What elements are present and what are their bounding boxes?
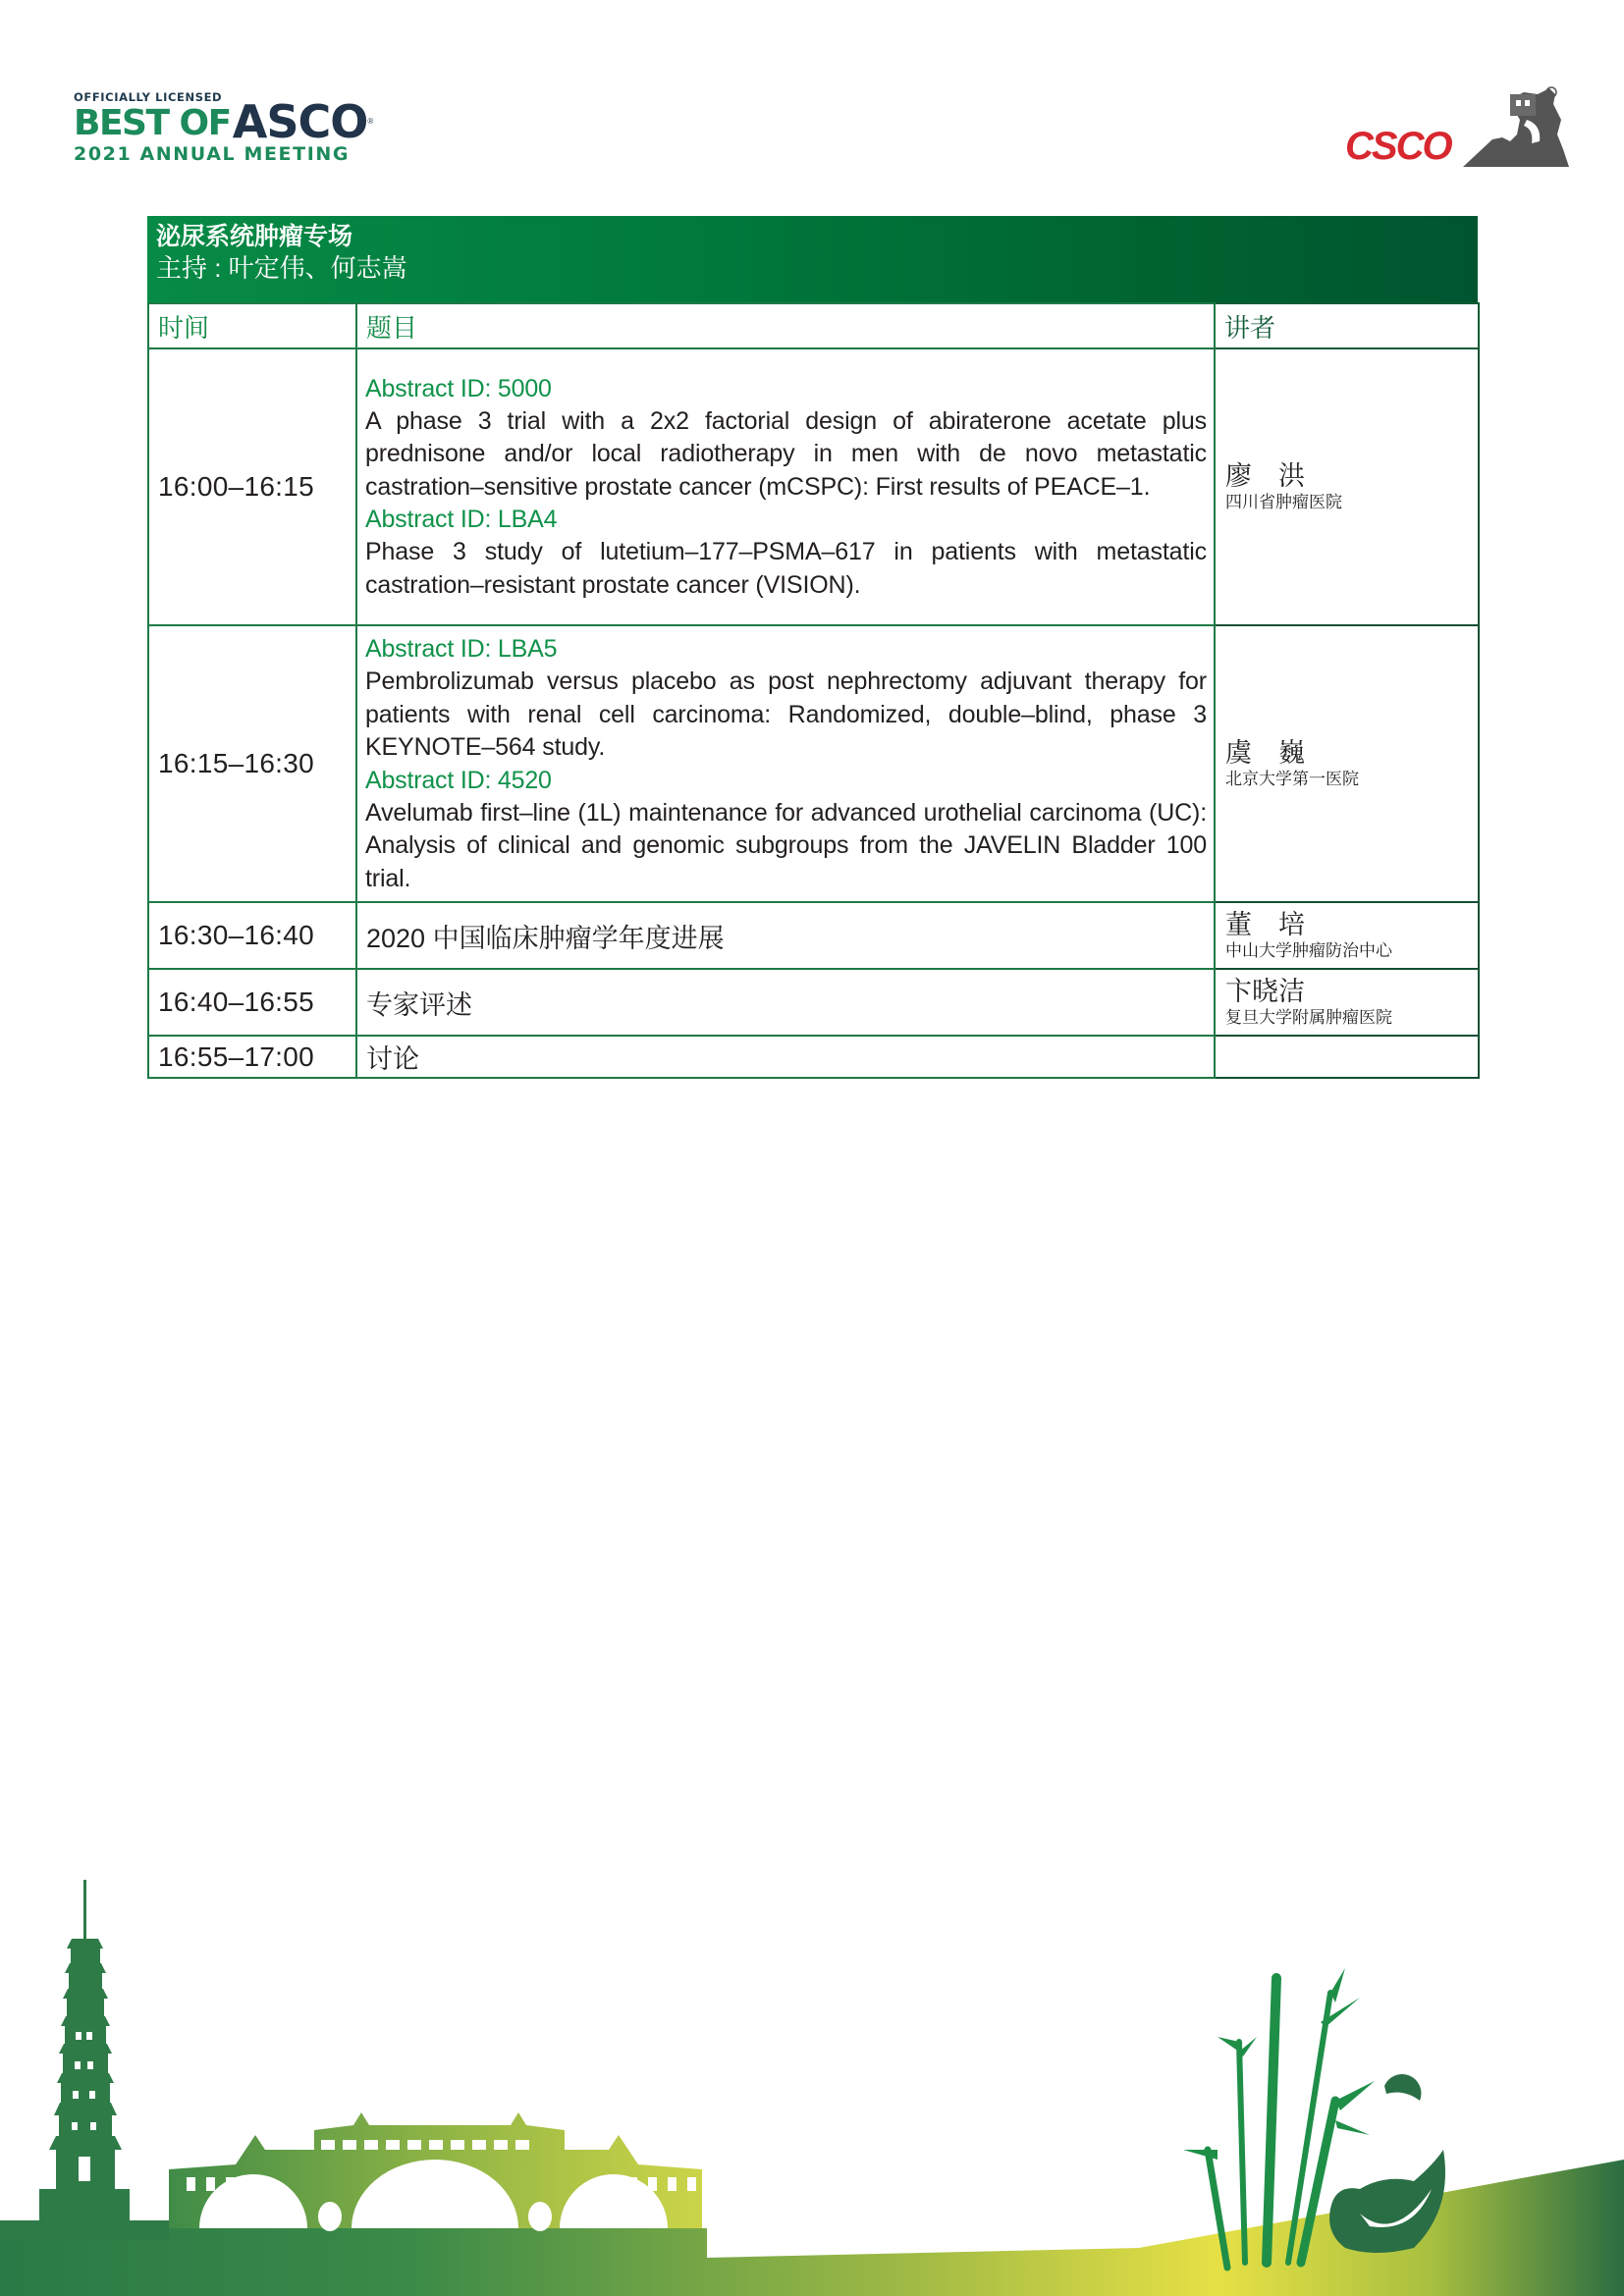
- schedule-table: [147, 302, 1480, 1079]
- csco-logo: [1345, 80, 1571, 171]
- abstract-id: Abstract ID: LBA4: [365, 506, 558, 534]
- speaker-institution: 中山大学肿瘤防治中心: [1225, 941, 1392, 960]
- abstract-id: Abstract ID: 5000: [365, 374, 552, 402]
- speaker-cell: [1215, 625, 1479, 902]
- session-title: 泌尿系统肿瘤专场: [156, 223, 353, 250]
- topic-cell: 专家评述: [356, 969, 1215, 1036]
- best-of-label: BEST OF: [74, 103, 231, 143]
- table-row: [148, 348, 1479, 625]
- session-hosts: 主持 : 叶定伟、何志嵩: [156, 253, 407, 283]
- speaker-cell: [1215, 348, 1479, 625]
- speaker-name: 卞晓洁: [1225, 977, 1305, 1006]
- abstract-id: Abstract ID: 4520: [365, 766, 552, 794]
- table-row: [148, 902, 1479, 969]
- session-block: [147, 216, 1478, 1079]
- speaker-name: 廖 洪: [1225, 461, 1305, 491]
- csco-wordmark: CSCO: [1345, 125, 1451, 168]
- speaker-cell: [1215, 1036, 1479, 1078]
- officially-licensed-label: OFFICIALLY LICENSED: [74, 90, 223, 104]
- abstract-id: Abstract ID: LBA5: [365, 635, 558, 663]
- table-row: [148, 625, 1479, 902]
- abstract-title: A phase 3 trial with a 2x2 factorial design of abiraterone acetate plus prednisone and/or local radiotherapy in men with de novo metastatic castration–sensitive prostate cancer (mCSPC): First results of PEACE–1.: [365, 406, 1207, 501]
- footer-illustration: [0, 1865, 1624, 2296]
- table-row: [148, 1036, 1479, 1078]
- abstract-title: Pembrolizumab versus placebo as post nephrectomy adjuvant therapy for patients with renal cell carcinoma: Randomized, double–blind, phase 3 KEYNOTE–564 study.: [365, 667, 1207, 761]
- time-cell: 16:30–16:40: [148, 902, 356, 969]
- time-cell: 16:40–16:55: [148, 969, 356, 1036]
- topic-cell: 2020 中国临床肿瘤学年度进展: [356, 902, 1215, 969]
- registered-mark: ®: [367, 117, 374, 126]
- speaker-institution: 复旦大学附属肿瘤医院: [1225, 1008, 1392, 1027]
- pagoda-icon: [0, 1880, 169, 2240]
- table-header-row: [148, 303, 1479, 348]
- topic-cell: [356, 625, 1215, 902]
- column-header-speaker: 讲者: [1215, 303, 1479, 348]
- speaker-institution: 四川省肿瘤医院: [1225, 493, 1342, 511]
- column-header-topic: 题目: [356, 303, 1215, 348]
- speaker-institution: 北京大学第一医院: [1225, 770, 1359, 788]
- topic-cell: 讨论: [356, 1036, 1215, 1078]
- table-row: [148, 969, 1479, 1036]
- abstract-title: Avelumab first–line (1L) maintenance for advanced urothelial carcinoma (UC): Analysis of clinical and genomic subgroups from the JAVELIN Bladder 100 trial.: [365, 798, 1207, 892]
- best-of-asco-logo: [74, 91, 398, 165]
- time-cell: 16:15–16:30: [148, 625, 356, 902]
- topic-cell: [356, 348, 1215, 625]
- column-header-time: 时间: [148, 303, 356, 348]
- speaker-cell: [1215, 902, 1479, 969]
- asco-label: ASCO: [232, 95, 368, 148]
- speaker-name: 董 培: [1225, 910, 1305, 939]
- speaker-cell: [1215, 969, 1479, 1036]
- time-cell: 16:55–17:00: [148, 1036, 356, 1078]
- abstract-title: Phase 3 study of lutetium–177–PSMA–617 in patients with metastatic castration–resistant prostate cancer (VISION).: [365, 538, 1207, 599]
- session-header: [147, 216, 1478, 302]
- time-cell: 16:00–16:15: [148, 348, 356, 625]
- speaker-name: 虞 巍: [1225, 738, 1305, 768]
- annual-meeting-label: 2021 ANNUAL MEETING: [74, 143, 351, 165]
